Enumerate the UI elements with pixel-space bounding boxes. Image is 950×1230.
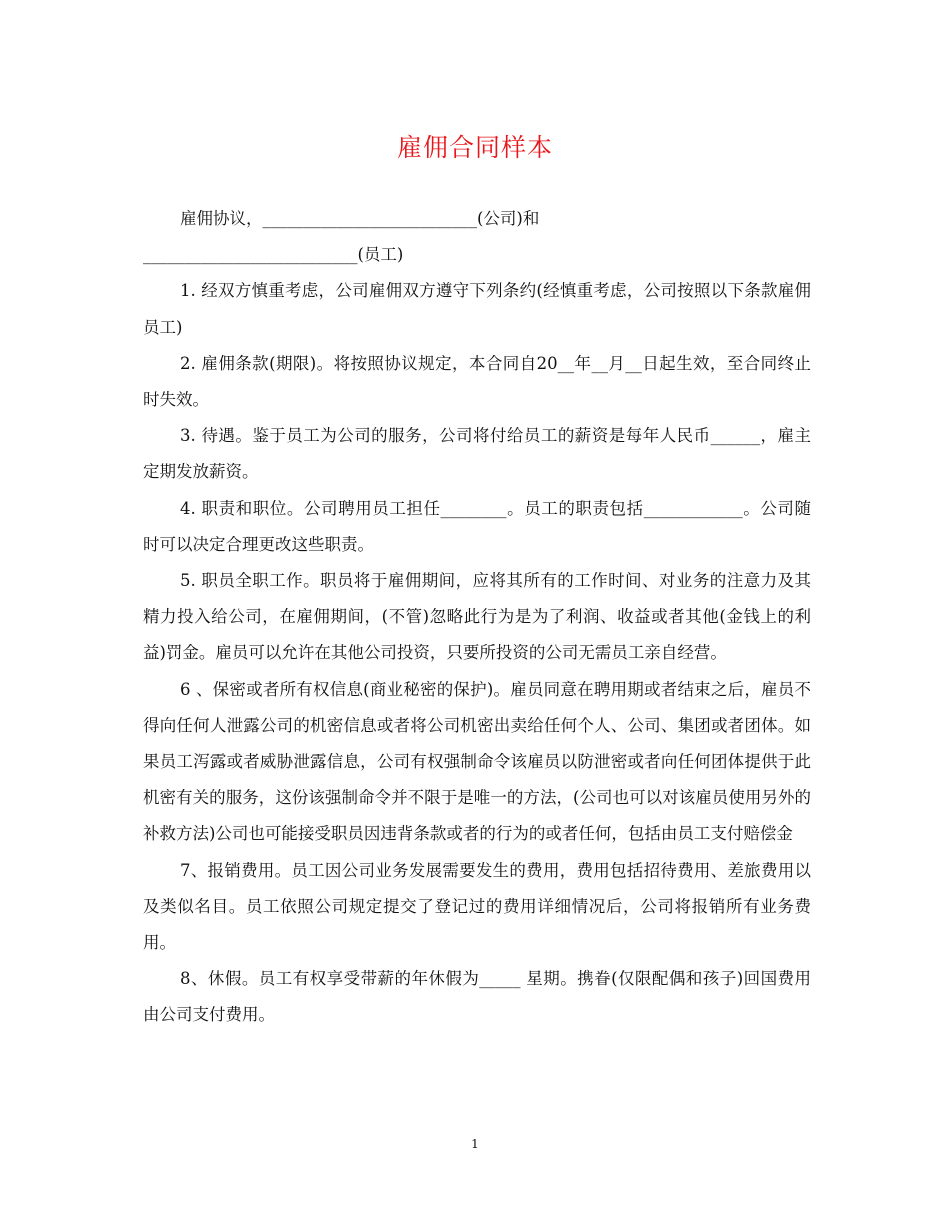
paragraph-clause-7: 7、报销费用。员工因公司业务发展需要发生的费用，费用包括招待费用、差旅费用以及类似名目。员工依照公司规定提交了登记过的费用详细情况后，公司将报销所有业务费用。	[143, 860, 811, 953]
paragraph-intro: 雇佣协议，__________________________(公司)和	[180, 209, 540, 228]
page-number: 1	[471, 1137, 479, 1151]
document-body	[143, 201, 811, 1034]
paragraph-clause-1: 1. 经双方慎重考虑，公司雇佣双方遵守下列条约(经慎重考虑，公司按照以下条款雇佣员工)	[143, 281, 811, 337]
paragraph-clause-2: 2. 雇佣条款(期限)。将按照协议规定，本合同自20__年__月__日起生效，至合同终止时失效。	[143, 353, 811, 410]
paragraph-clause-6: 6 、保密或者所有权信息(商业秘密的保护)。雇员同意在聘用期或者结束之后，雇员不得向任何人泄露公司的机密信息或者将公司机密出卖给任何个人、公司、集团或者团体。如果员工泻露或者威胁泄露信息，公司有权强制命令该雇员以防泄密或者向任何团体提供于此机密有关的服务，这份该强制命令并不限于是唯一的方法，(公司也可以对该雇员使用另外的补救方法)公司也可能接受职员因违背条款或者的行为的或者任何，包括由员工支付赔偿金	[143, 679, 811, 844]
paragraph-intro-employee: __________________________(员工)	[143, 245, 404, 265]
paragraph-clause-4: 4. 职责和职位。公司聘用员工担任________。员工的职责包括____________。公司随时可以决定合理更改这些职责。	[143, 498, 811, 554]
document-title: 雇佣合同样本	[396, 133, 553, 162]
paragraph-clause-3: 3. 待遇。鉴于员工为公司的服务，公司将付给员工的薪资是每年人民币______，雇主定期发放薪资。	[143, 426, 811, 482]
paragraph-clause-8: 8、休假。员工有权享受带薪的年休假为_____ 星期。携眷(仅限配偶和孩子)回国费用 由公司支付费用。	[143, 969, 811, 1025]
paragraph-clause-5: 5. 职员全职工作。职员将于雇佣期间，应将其所有的工作时间、对业务的注意力及其精力投入给公司，在雇佣期间，(不管)忽略此行为是为了利润、收益或者其他(金钱上的利益)罚金。雇员可以允许在其他公司投资，只要所投资的公司无需员工亲自经营。	[143, 571, 811, 663]
